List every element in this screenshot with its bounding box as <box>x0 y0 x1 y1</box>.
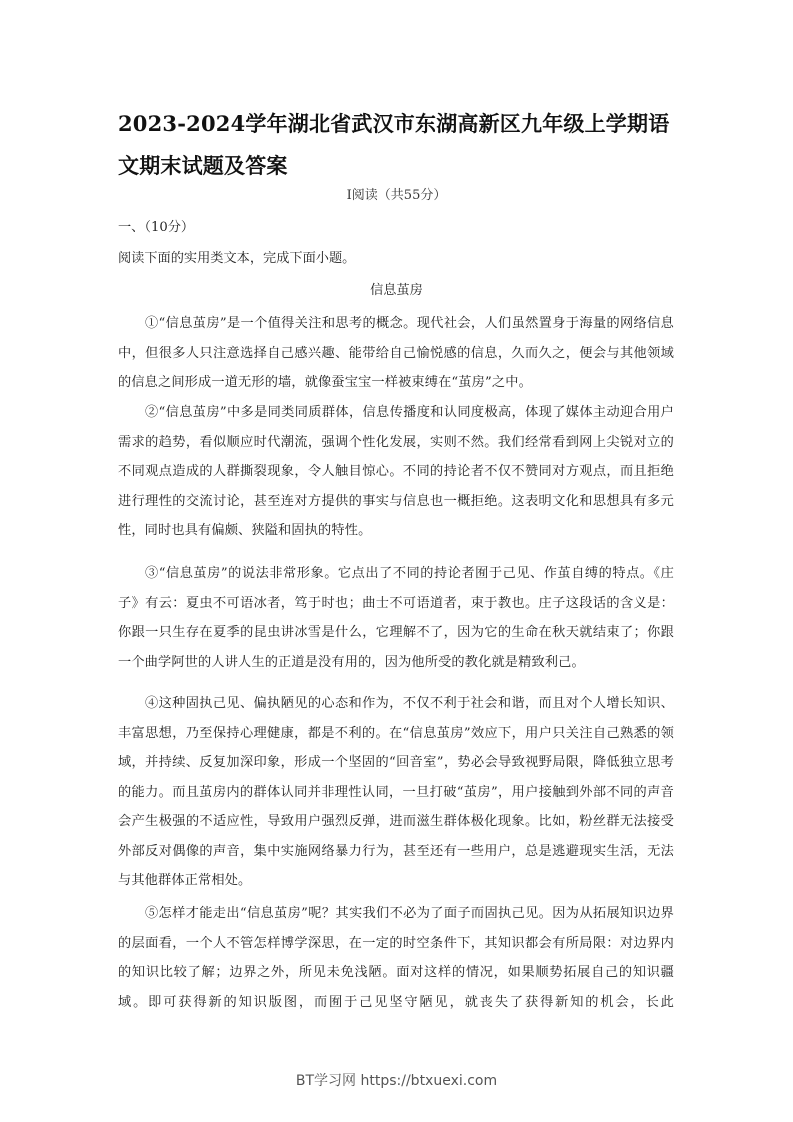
section-title: Ⅰ阅读（共55分） <box>346 188 447 203</box>
footer-watermark: BT学习网 https://btxuexi.com <box>295 1073 498 1089</box>
question-heading: 一、（10分） <box>118 220 195 235</box>
paragraph-4: ④这种固执己见、偏执陋见的心态和作为，不仅不利于社会和谐，而且对个人增长知识、丰富思想，乃至保持心理健康，都是不利的。在“信息茧房”效应下，用户只关注自己熟悉的领域，并持续、反复加深印象，形成一个坚固的“回音室”，势必会导致视野局限，降低独立思考的能力。而且茧房内的群体认同并非理性认同，一旦打破“茧房”，用户接触到外部不同的声音会产生极强的不适应性，导致用户强烈反弹，进而滋生群体极化现象。比如，粉丝群无法接受外部反对偶像的声音，集中实施网络暴力行为，甚至还有一些用户，总是逃避现实生活，无法与其他群体正常相处。 <box>118 696 674 888</box>
paragraph-5: ⑤怎样才能走出“信息茧房”呢？其实我们不必为了面子而固执己见。因为从拓展知识边界的层面看，一个人不管怎样博学深思，在一定的时空条件下，其知识都会有所局限：对边界内的知识比较了解；边界之外，所见未免浅陋。面对这样的情况，如果顺势拓展自己的知识疆域。即可获得新的知识版图，而囿于己见坚守陋见，就丧失了获得新知的机会，长此 <box>118 906 674 1010</box>
paragraph-2: ②“信息茧房”中多是同类同质群体，信息传播度和认同度极高，体现了媒体主动迎合用户需求的趋势，看似顺应时代潮流，强调个性化发展，实则不然。我们经常看到网上尖锐对立的不同观点造成的人群撕裂现象，令人触目惊心。不同的持论者不仅不赞同对方观点，而且拒绝进行理性的交流讨论，甚至连对方提供的事实与信息也一概拒绝。这表明文化和思想具有多元性，同时也具有偏颇、狭隘和固执的特性。 <box>118 405 674 538</box>
paragraph-1: ①“信息茧房”是一个值得关注和思考的概念。现代社会，人们虽然置身于海量的网络信息中，但很多人只注意选择自己感兴趣、能带给自己愉悦感的信息，久而久之，便会与其他领域的信息之间形成一道无形的墙，就像蚕宝宝一样被束缚在“茧房”之中。 <box>118 316 674 390</box>
paragraph-3: ③“信息茧房”的说法非常形象。它点出了不同的持论者囿于己见、作茧自缚的特点。《庄子》有云：夏虫不可语冰者，笃于时也；曲士不可语道者，束于教也。庄子这段话的含义是：你跟一只生存在夏季的昆虫讲冰雪是什么，它理解不了，因为它的生命在秋天就结束了；你跟一个曲学阿世的人讲人生的正道是没有用的，因为他所受的教化就是精致利己。 <box>118 566 674 670</box>
document-title: 2023-2024学年湖北省武汉市东湖高新区九年级上学期语文期末试题及答案 <box>118 111 670 178</box>
instruction-text: 阅读下面的实用类文本，完成下面小题。 <box>118 251 356 266</box>
article-title: 信息茧房 <box>370 283 423 298</box>
